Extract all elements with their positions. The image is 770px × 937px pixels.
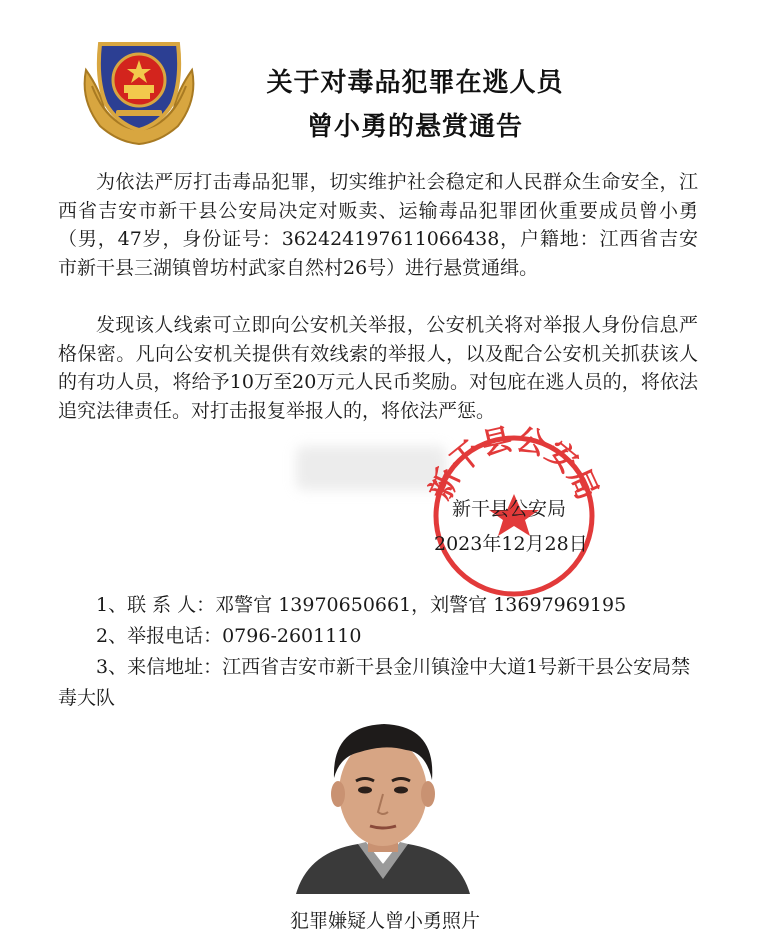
contact-block — [58, 590, 698, 714]
photo-caption: 犯罪嫌疑人曾小勇照片 — [289, 910, 480, 932]
suspect-photo — [288, 704, 478, 894]
svg-text:新干县公安局 — [423, 422, 604, 505]
paragraph-1-text: 为依法严厉打击毒品犯罪，切实维护社会稳定和人民群众生命安全，江西省吉安市新干县公安局决定对贩卖、运输毒品犯罪团伙重要成员曾小勇（男，47岁，身份证号：362424197611066438，户籍地：江西省吉安市新干县三湖镇曾坊村武家自然村26号）进行悬赏通缉。 — [58, 171, 698, 279]
mail-address: 3、来信地址：江西省吉安市新干县金川镇淦中大道1号新干县公安局禁毒大队 — [58, 656, 691, 709]
paragraph-2-text: 发现该人线索可立即向公安机关举报，公安机关将对举报人身份信息严格保密。凡向公安机关提供有效线索的举报人，以及配合公安机关抓获该人的有功人员，将给予10万至20万元人民币奖励。对包庇在逃人员的，将依法追究法律责任。对打击报复举报人的，将依法严惩。 — [58, 314, 698, 422]
contact-person: 1、联 系 人：邓警官 13970650661，刘警官 13697969195 — [96, 594, 627, 616]
signature-org: 新干县公安局 — [452, 498, 567, 520]
notice-paragraph-2 — [58, 311, 698, 425]
notice-title-line2: 曾小勇的悬赏通告 — [306, 112, 523, 142]
notice-title-line1: 关于对毒品犯罪在逃人员 — [266, 68, 564, 98]
police-emblem-icon — [78, 30, 200, 148]
signature-date: 2023年12月28日 — [434, 533, 588, 555]
report-phone: 2、举报电话：0796-2601110 — [96, 625, 362, 647]
seal-text: 新干县公安局 — [423, 422, 605, 506]
notice-paragraph-1 — [58, 168, 698, 282]
